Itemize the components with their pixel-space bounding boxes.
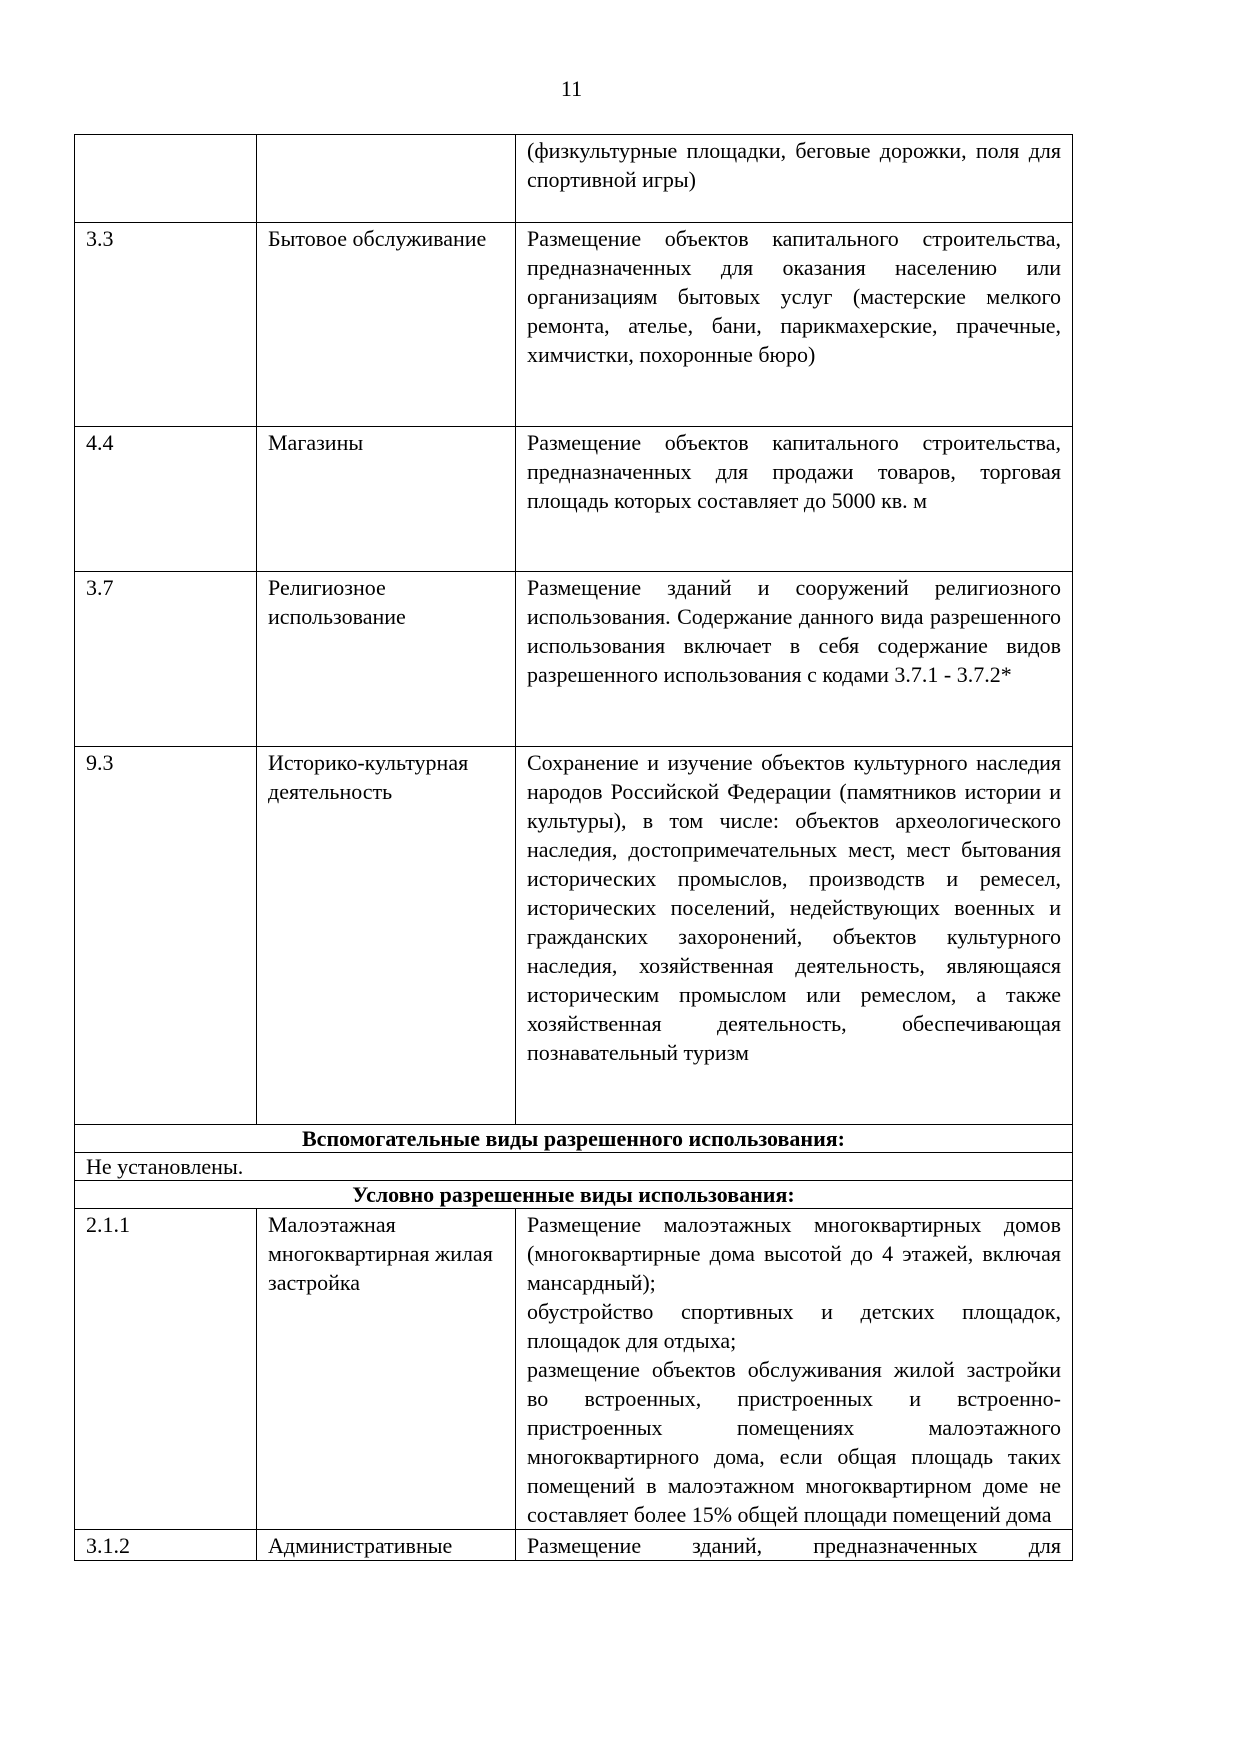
- table-row: [75, 135, 1073, 223]
- description-cell: Сохранение и изучение объектов культурного наследия народов Российской Федерации (памятников истории и культуры), в том числе: объектов археологического наследия, достопримечательных мест, мест бытования исторических промыслов, производств и ремесел, исторических поселений, недействующих военных и гражданских захоронений, объектов культурного наследия, хозяйственная деятельность, являющаяся историческим промыслом или ремеслом, а также хозяйственная деятельность, обеспечивающая познавательный туризм: [516, 747, 1073, 1125]
- name-cell: Малоэтажная многоквартирная жилая застройка: [257, 1209, 516, 1530]
- aux-text: Не установлены.: [75, 1153, 1073, 1181]
- table-row: [75, 1209, 1073, 1530]
- table-row: [75, 223, 1073, 427]
- description-paragraph: Размещение малоэтажных многоквартирных домов (многоквартирные дома высотой до 4 этажей, включая мансардный);: [527, 1212, 1061, 1295]
- table-row: [75, 1530, 1073, 1561]
- description-cell: Размещение зданий и сооружений религиозного использования. Содержание данного вида разрешенного использования включает в себя содержание видов разрешенного использования с кодами 3.7.1 - 3.7.2*: [516, 572, 1073, 747]
- description-cell: Размещение зданий, предназначенных для: [516, 1530, 1073, 1561]
- description-cell: [516, 1209, 1073, 1530]
- land-use-table: [74, 134, 1073, 1561]
- code-cell: 4.4: [75, 427, 257, 572]
- name-cell: Религиозное использование: [257, 572, 516, 747]
- code-cell: 3.7: [75, 572, 257, 747]
- code-cell: [75, 135, 257, 223]
- name-cell: Бытовое обслуживание: [257, 223, 516, 427]
- code-cell: 3.1.2: [75, 1530, 257, 1561]
- name-cell: Историко-культурная деятельность: [257, 747, 516, 1125]
- section-header-row: [75, 1181, 1073, 1209]
- name-cell: Магазины: [257, 427, 516, 572]
- description-cell: Размещение объектов капитального строительства, предназначенных для продажи товаров, торговая площадь которых составляет до 5000 кв. м: [516, 427, 1073, 572]
- table-row: [75, 572, 1073, 747]
- table-row: [75, 747, 1073, 1125]
- description-cell: Размещение объектов капитального строительства, предназначенных для оказания населению или организациям бытовых услуг (мастерские мелкого ремонта, ателье, бани, парикмахерские, прачечные, химчистки, похоронные бюро): [516, 223, 1073, 427]
- table-row: [75, 1153, 1073, 1181]
- code-cell: 3.3: [75, 223, 257, 427]
- conditional-section-header: Условно разрешенные виды использования:: [75, 1181, 1073, 1209]
- name-cell: [257, 135, 516, 223]
- section-header-row: [75, 1125, 1073, 1153]
- code-cell: 2.1.1: [75, 1209, 257, 1530]
- table-row: [75, 427, 1073, 572]
- aux-section-header: Вспомогательные виды разрешенного использования:: [75, 1125, 1073, 1153]
- description-cell: (физкультурные площадки, беговые дорожки, поля для спортивной игры): [516, 135, 1073, 223]
- name-cell: Административные: [257, 1530, 516, 1561]
- code-cell: 9.3: [75, 747, 257, 1125]
- page-number: 11: [560, 76, 583, 101]
- description-paragraph: размещение объектов обслуживания жилой застройки во встроенных, пристроенных и встроенно-пристроенных помещениях малоэтажного многоквартирного дома, если общая площадь таких помещений в малоэтажном многоквартирном доме не составляет более 15% общей площади помещений дома: [527, 1357, 1061, 1527]
- description-paragraph: обустройство спортивных и детских площадок, площадок для отдыха;: [527, 1299, 1061, 1353]
